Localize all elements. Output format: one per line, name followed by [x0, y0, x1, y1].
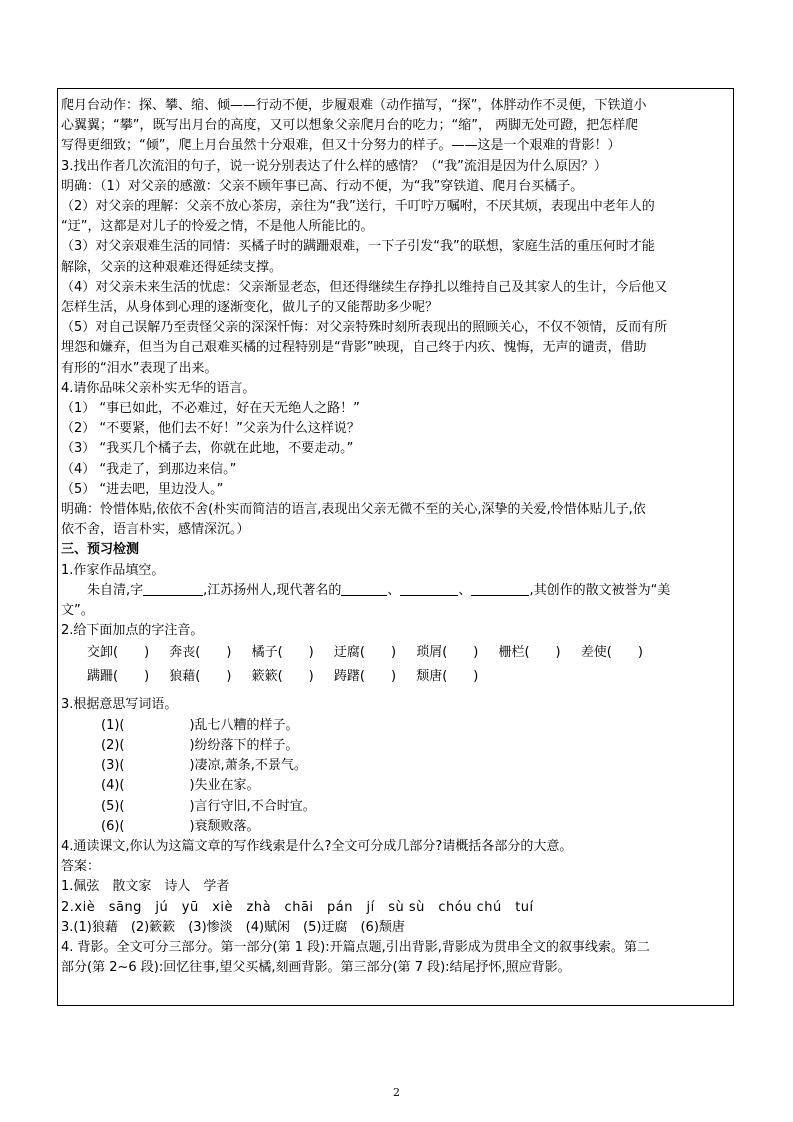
meaning-item[interactable]: (4)( )失业在家。 — [101, 778, 260, 794]
phonetic-item[interactable]: 蹒跚( ) — [87, 669, 150, 685]
answer-4: 4. 背影。全文可分三部分。第一部分(第 1 段):开篇点题,引出背影,背影成为贯串全文的叙事线索。第二 — [61, 939, 650, 955]
quote-line: （4） “我走了，到那边来信。” — [61, 461, 237, 477]
meaning-item[interactable]: (3)( )凄凉,萧条,不景气。 — [101, 758, 307, 774]
quote-line: （5） “进去吧，里边没人。” — [61, 481, 224, 497]
phonetic-item[interactable]: 栅栏( ) — [498, 645, 561, 661]
phonetic-item[interactable]: 琐屑( ) — [416, 645, 479, 661]
fill-text: 文”。 — [61, 603, 94, 619]
answer-4-cont: 部分(第 2~6 段):回忆往事,望父买橘,刻画背影。第三部分(第 7 段):结尾抒怀,照应背影。 — [61, 960, 571, 976]
answer-2: 2.xiè sāng jú yū xiè zhà chāi pán jí sù sù chóu chú tuí — [61, 899, 534, 915]
page-number: 2 — [393, 1086, 400, 1099]
phonetic-row — [61, 665, 731, 689]
text-line: “迂”，这都是对儿子的怜爱之情，不是他人所能比的。 — [61, 219, 374, 235]
question-3: 3.找出作者几次流泪的句子，说一说分别表达了什么样的感情？（“我”流泪是因为什么原因？） — [61, 158, 607, 174]
phonetic-item[interactable]: 橘子( ) — [251, 645, 314, 661]
meaning-item[interactable]: (5)( )言行守旧,不合时宜。 — [101, 798, 316, 814]
meaning-item[interactable]: (6)( )衰颓败落。 — [101, 818, 260, 834]
fill-text: ,江苏扬州人,现代著名的 — [203, 582, 342, 598]
answer-blank[interactable] — [400, 581, 458, 596]
question-4: 4.通读课文,你认为这篇文章的写作线索是什么?全文可分成几部分?请概括各部分的大意。 — [61, 838, 573, 854]
answer-3: 3.(1)狼藉 (2)簌簌 (3)惨淡 (4)赋闲 (5)迂腐 (6)颓唐 — [61, 919, 405, 935]
fill-text: 、 — [387, 582, 401, 598]
phonetic-item[interactable]: 簌簌( ) — [251, 669, 314, 685]
phonetic-item[interactable]: 迂腐( ) — [333, 645, 397, 661]
text-line: 明确：怜惜体贴,依依不舍(朴实而简洁的语言,表现出父亲无微不至的关心,深挚的关爱,怜惜体贴儿子,依 — [61, 502, 646, 518]
phonetic-item[interactable]: 奔丧( ) — [169, 645, 232, 661]
fill-text: 、 — [458, 582, 472, 598]
text-line: （5）对自己误解乃至责怪父亲的深深忏悔：对父亲特殊时刻所表现出的照顾关心，不仅不领情，反而有所 — [61, 320, 668, 336]
text-line: （2）对父亲的理解：父亲不放心茶房，亲往为“我”送行，千叮咛万嘱咐，不厌其烦，表现出中老年人的 — [61, 199, 655, 215]
text-line: 依不舍，语言朴实，感情深沉。） — [61, 522, 250, 538]
phonetic-item[interactable]: 狼藉( ) — [169, 669, 232, 685]
text-line: 爬月台动作：探、攀、缩、倾——行动不便，步履艰难（动作描写，“探”，体胖动作不灵便，下铁道小 — [61, 98, 647, 113]
question-4: 4.请你品味父亲朴实无华的语言。 — [61, 380, 256, 396]
fill-blank-line — [61, 581, 731, 601]
quote-line: （2） “不要紧，他们去不好！”父亲为什么这样说？ — [61, 421, 360, 437]
text-line: 写得更细致；“倾”，爬上月台虽然十分艰难，但又十分努力的样子。——这是一个艰难的背影！） — [61, 138, 621, 154]
text-line: 埋怨和嫌弃，但当为自己艰难买橘的过程特别是“背影”映现，自己终于内疚、愧悔，无声的谴责，借助 — [61, 340, 647, 356]
text-line: 解除，父亲的这种艰难还得延续支撑。 — [61, 259, 283, 275]
question-1: 1.作家作品填空。 — [61, 562, 165, 578]
text-line: 明确：（1）对父亲的感激：父亲不顾年事已高、行动不便，为“我”穿铁道、爬月台买橘子。 — [61, 178, 584, 194]
fill-text: 朱自清,字 — [87, 582, 144, 598]
fill-text: ,其创作的散文被誉为“美 — [529, 582, 671, 598]
text-line: 有形的“泪水”表现了出来。 — [61, 360, 218, 376]
question-2: 2.给下面加点的字注音。 — [61, 623, 204, 639]
answer-blank[interactable] — [143, 581, 203, 596]
question-3: 3.根据意思写词语。 — [61, 697, 178, 713]
phonetic-row — [61, 641, 731, 665]
text-line: 心翼翼；“攀”，既写出月台的高度，又可以想象父亲爬月台的吃力；“缩”， 两脚无处可蹬，把怎样爬 — [61, 118, 639, 134]
phonetic-item[interactable]: 颓唐( ) — [416, 669, 479, 685]
meaning-item[interactable]: (2)( )纷纷落下的样子。 — [101, 737, 299, 753]
document-content — [61, 96, 731, 978]
answer-1: 1.佩弦 散文家 诗人 学者 — [61, 879, 230, 895]
phonetic-item[interactable]: 踌躇( ) — [333, 669, 397, 685]
quote-line: （3） “我买几个橘子去，你就在此地，不要走动。” — [61, 441, 354, 457]
phonetic-item[interactable]: 交卸( ) — [87, 645, 150, 661]
phonetic-item[interactable]: 差使( ) — [580, 645, 643, 661]
answers-label: 答案： — [61, 859, 101, 875]
text-line: 怎样生活，从身体到心理的逐渐变化，做儿子的又能帮助多少呢？ — [61, 300, 439, 316]
text-line: （3）对父亲艰难生活的同情：买橘子时的蹒跚艰难，一下子引发“我”的联想，家庭生活的重压何时才能 — [61, 239, 655, 255]
section-heading: 三、预习检测 — [61, 542, 140, 558]
quote-line: （1） “事已如此，不必难过，好在天无绝人之路！” — [61, 401, 360, 417]
answer-blank[interactable] — [471, 581, 529, 596]
text-line: （4）对父亲未来生活的忧虑：父亲渐显老态，但还得继续生存挣扎以维持自己及其家人的生计，今后他又 — [61, 279, 668, 295]
meaning-item[interactable]: (1)( )乱七八糟的样子。 — [101, 717, 299, 733]
answer-blank[interactable] — [341, 581, 387, 596]
